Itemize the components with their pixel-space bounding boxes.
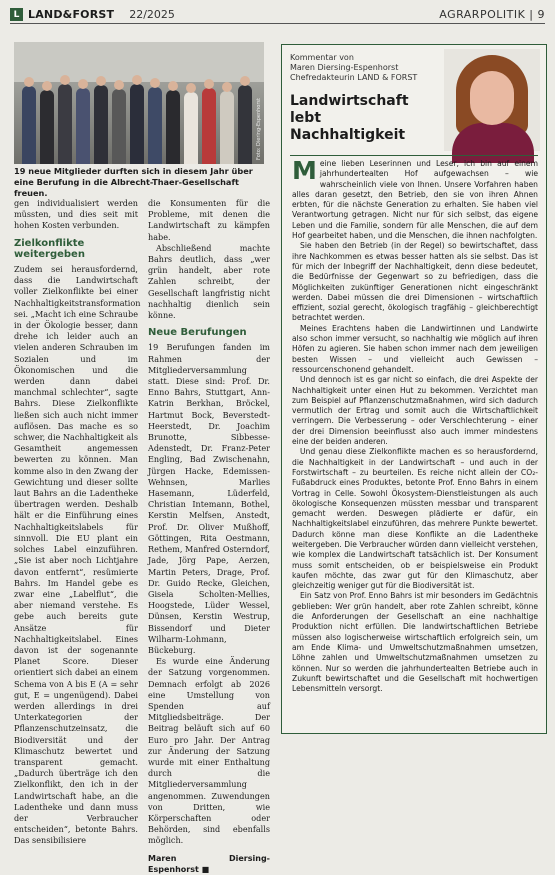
photo-person bbox=[112, 89, 126, 164]
comment-paragraph: Meine lieben Leserinnen und Leser, ich bin auf einem jahrhundertealten Hof aufgewachsen – wie wahrscheinlich viele von Ihnen. Unsere Vorfahren haben alles daran gesetzt, den Betrieb, den sie von ihren Ahnen erbten, für die nächste Generation zu erhalten. Sie haben viel Verantwortung getragen. Nicht nur für sich selbst, das eigene Leben und die Familie, sondern für alle Menschen, die auf dem Hof gearbeitet haben, und die Menschen, die ihnen nachfolgten. bbox=[292, 156, 538, 241]
comment-role: Chefredakteurin LAND & FORST bbox=[290, 73, 418, 82]
article-paragraph: Abschließend machte Bahrs deutlich, dass „wer grün handelt, aber rote Zahlen schreibt, der Gesellschaft langfristig nicht nachhaltig dienlich sein könne. bbox=[148, 242, 270, 321]
comment-title: Landwirtschaft lebt Nachhaltigkeit bbox=[290, 93, 409, 143]
comment-author: Maren Diersing-Espenhorst bbox=[290, 63, 399, 72]
section-title: AGRARPOLITIK | 9 bbox=[439, 8, 545, 21]
photo-person bbox=[58, 84, 72, 164]
article-paragraph: 19 Berufungen fanden im Rahmen der Mitgliederversammlung statt. Diese sind: Prof. Dr. Enno Bahrs, Stuttgart, Ann-Katrin Berkhan, Bröckel, Hartmut Bock, Beverstedt-Heerstedt, Dr. Joachim Brunotte, Sibbesse-Adenstedt, Dr. Franz-Peter Engling, Bad Zwischenahn, Jürgen Hacke, Edemissen-Wehnsen, Marlies Hasemann, Lüderfeld, Christian Intemann, Bothel, Kerstin Melfsen, Anstedt, Prof. Dr. Oliver Mußhoff, Göttingen, Rita Oestmann, Rethem, Manfred Osterndorf, Jade, Jörg Pape, Aerzen, Martin Peters, Drage, Prof. Dr. Guido Recke, Gleichen, Gisela Scholten-Mellies, Hoogstede, Lüder Wessel, Dünsen, Kerstin Westrup, Bissendorf und Dieter Wilharm-Lohmann, Bückeburg. bbox=[148, 342, 270, 655]
drop-cap: M bbox=[292, 156, 317, 185]
logo-text: LAND&FORST bbox=[28, 8, 115, 21]
article-column-1 bbox=[14, 198, 141, 847]
comment-paragraph: Meines Erachtens haben die Landwirtinnen und Landwirte also schon immer versucht, so nachhaltig wie möglich auf ihren Höfen zu agieren. Sie haben schon immer nach dem jeweiligen besten Wissen – und vielleicht auch Gewissen – ressourcenschonend gehandelt. bbox=[292, 323, 538, 374]
article-paragraph: Zudem sei herausfordernd, dass die Landwirtschaft voller Zielkonflikte bei einer Nachhaltigkeitstransformation sei. „Macht ich eine Schraube in der Ökologie besser, dann drehe ich leider auch an vielen anderen Schrauben im Sozialen und im Ökonomischen und die werden dann dabei manchmal schlechter“, sagte Bahrs. Diese Zielkonflikte ließen sich auch nicht immer auflösen. Das mache es so schwer, die Nachhaltigkeit als Gesamtheit angemessen bewerten zu können. Man komme also in den Zwang der Gewichtung und dieser sollte laut Bahrs an die Ladentheke übertragen werden. Deshalb hält er die Einführung eines Nachhaltigkeitslabels für sinnvoll. Die EU plant ein solches Label einzuführen. „Sie ist aber noch Lichtjahre davon entfernt“, resümierte Bahrs. Im Handel gebe es zwar eine „Labelflut“, die aber niemand verstehe. Es gebe auch bereits gute Ansätze für Nachhaltigkeitslabel. Eines davon ist der sogenannte Planet Score. Dieser orientiert sich dabei an einem Schema von A bis E (A = sehr gut, E = ungenügend). Dabei werden allerdings in drei Unterkategorien der Pflanzenschutzeinsatz, die Biodiversität und der Klimaschutz bewertet und transparent gemacht. „Dadurch überträge ich den Zielkonflikt, den ich in der Landwirtschaft habe, an die Ladentheke und dann muss der Verbraucher entscheiden“, betonte Bahrs. Das sensibilisiere bbox=[14, 264, 141, 846]
comment-box bbox=[281, 44, 547, 734]
author-signature: Maren Diersing-Espenhorst ■ bbox=[148, 853, 270, 874]
group-photo bbox=[14, 42, 264, 164]
photo-caption: 19 neue Mitglieder durften sich in diesem Jahr über eine Berufung in die Albrecht-Thaer-Gesellschaft freuen. bbox=[14, 166, 253, 198]
photo-person bbox=[220, 91, 234, 164]
comment-byline bbox=[290, 53, 430, 83]
article-column-2 bbox=[148, 198, 270, 875]
photo-person bbox=[238, 85, 252, 164]
comment-paragraph: Und genau diese Zielkonflikte machen es so herausfordernd, die Nachhaltigkeit in der Landwirtschaft – und auch in der Forstwirtschaft – zu beurteilen. Es reiche nicht allein der CO₂-Fußabdruck eines Produktes, betonte Prof. Enno Bahrs in einem Vortrag in Celle. Sowohl Ökosystem-Dienstleistungen als auch ökologische Konsequenzen müssten messbar und transparent gemacht werden. Deswegen plädierte er dafür, ein Nachhaltigkeitslabel einzuführen, das mehrere Punkte bewertet. Dadurch könne man diese Konflikte an die Ladentheke weitergeben. Die Verbraucher würden dann vielleicht verstehen, wie komplex die Landwirtschaft tatsächlich ist. Der Konsument muss somit entscheiden, ob er beispielsweise ein Produkt kaufen möchte, das zwar gut für den Klimaschutz, aber gleichzeitig weniger gut für die Biodiversität ist. bbox=[292, 447, 538, 591]
photo-person bbox=[40, 90, 54, 164]
photo-person bbox=[184, 92, 198, 164]
photo-credit: Foto: Diering-Espenhorst bbox=[256, 98, 262, 160]
article-paragraph: gen individualisiert werden müssten, und dies seit mit hohen Kosten verbunden. bbox=[14, 198, 138, 231]
issue-number: 22/2025 bbox=[129, 8, 175, 21]
photo-person bbox=[166, 90, 180, 164]
subheading-berufungen: Neue Berufungen bbox=[148, 327, 247, 339]
photo-person bbox=[202, 88, 216, 164]
subheading-zielkonflikte: Zielkonflikte weitergeben bbox=[14, 237, 85, 260]
photo-person bbox=[22, 86, 36, 164]
comment-paragraph: Und dennoch ist es gar nicht so einfach, die drei Aspekte der Nachhaltigkeit unter einen Hut zu bekommen. Verzichtet man zum Beispiel auf Pflanzenschutzmaßnahmen, wird sich dadurch vermutlich der Ertrag und somit auch die Wirtschaftlichkeit verringern. Die Verbesserung – oder Verschlechterung – einer der drei Dimension beeinflusst also auch immer mindestens eine der beiden anderen. bbox=[292, 375, 538, 447]
comment-paragraph: Sie haben den Betrieb (in der Regel) so bewirtschaftet, dass ihre Nachkommen es etwas besser hatten als sie selbst. Das ist für mich der Inbegriff der Nachhaltigkeit, denn diese bedeutet, die Bedürfnisse der Gegenwart so zu befriedigen, dass die Möglichkeiten zukünftiger Generationen nicht eingeschränkt werden. Dabei müssen die drei Dimensionen – wirtschaftlich effizient, sozial gerecht, ökologisch tragfähig – gleichberechtigt betrachtet werden. bbox=[292, 241, 538, 323]
comment-body bbox=[292, 156, 538, 694]
article-paragraph: die Konsumenten für die Probleme, mit denen die Landwirtschaft zu kämpfen habe. bbox=[148, 198, 270, 242]
comment-divider bbox=[290, 155, 538, 156]
comment-label: Kommentar von bbox=[290, 53, 354, 62]
comment-paragraph: Ein Satz von Prof. Enno Bahrs ist mir besonders im Gedächtnis geblieben: Wer grün handelt, aber rote Zahlen schreibt, könne die Anforderungen der Gesellschaft an eine nachhaltige Produktion nicht erfüllen. Die landwirtschaftlichen Betriebe müssen also logischerweise wirtschaftlich erfolgreich sein, um am Ende Klima- und Umweltschutzmaßnahmen umsetzen, Löhne zahlen und Umweltschutzmaßnahmen umsetzen zu können. Nur so werden die jahrhundertealten Betriebe auch in Zukunft bewirtschaftet und die Gesellschaft mit hochwertigen Lebensmitteln versorgt. bbox=[292, 591, 538, 694]
masthead bbox=[10, 8, 175, 21]
author-portrait bbox=[444, 49, 540, 151]
photo-person bbox=[130, 84, 144, 164]
photo-person bbox=[148, 87, 162, 164]
photo-person bbox=[94, 85, 108, 164]
logo-mark: L bbox=[10, 8, 23, 21]
article-paragraph: Es wurde eine Änderung der Satzung vorgenommen. Demnach erfolgt ab 2026 eine Umstellung von Spenden auf Mitgliedsbeiträge. Der Beitrag beläuft sich auf 60 Euro pro Jahr. Der Antrag zur Änderung der Satzung wurde mit einer Enthaltung durch die Mitgliederversammlung angenommen. Zuwendungen von Dritten, wie Körperschaften oder Behörden, sind ebenfalls möglich. bbox=[148, 656, 270, 846]
photo-person bbox=[76, 88, 90, 164]
page-header bbox=[10, 6, 545, 24]
